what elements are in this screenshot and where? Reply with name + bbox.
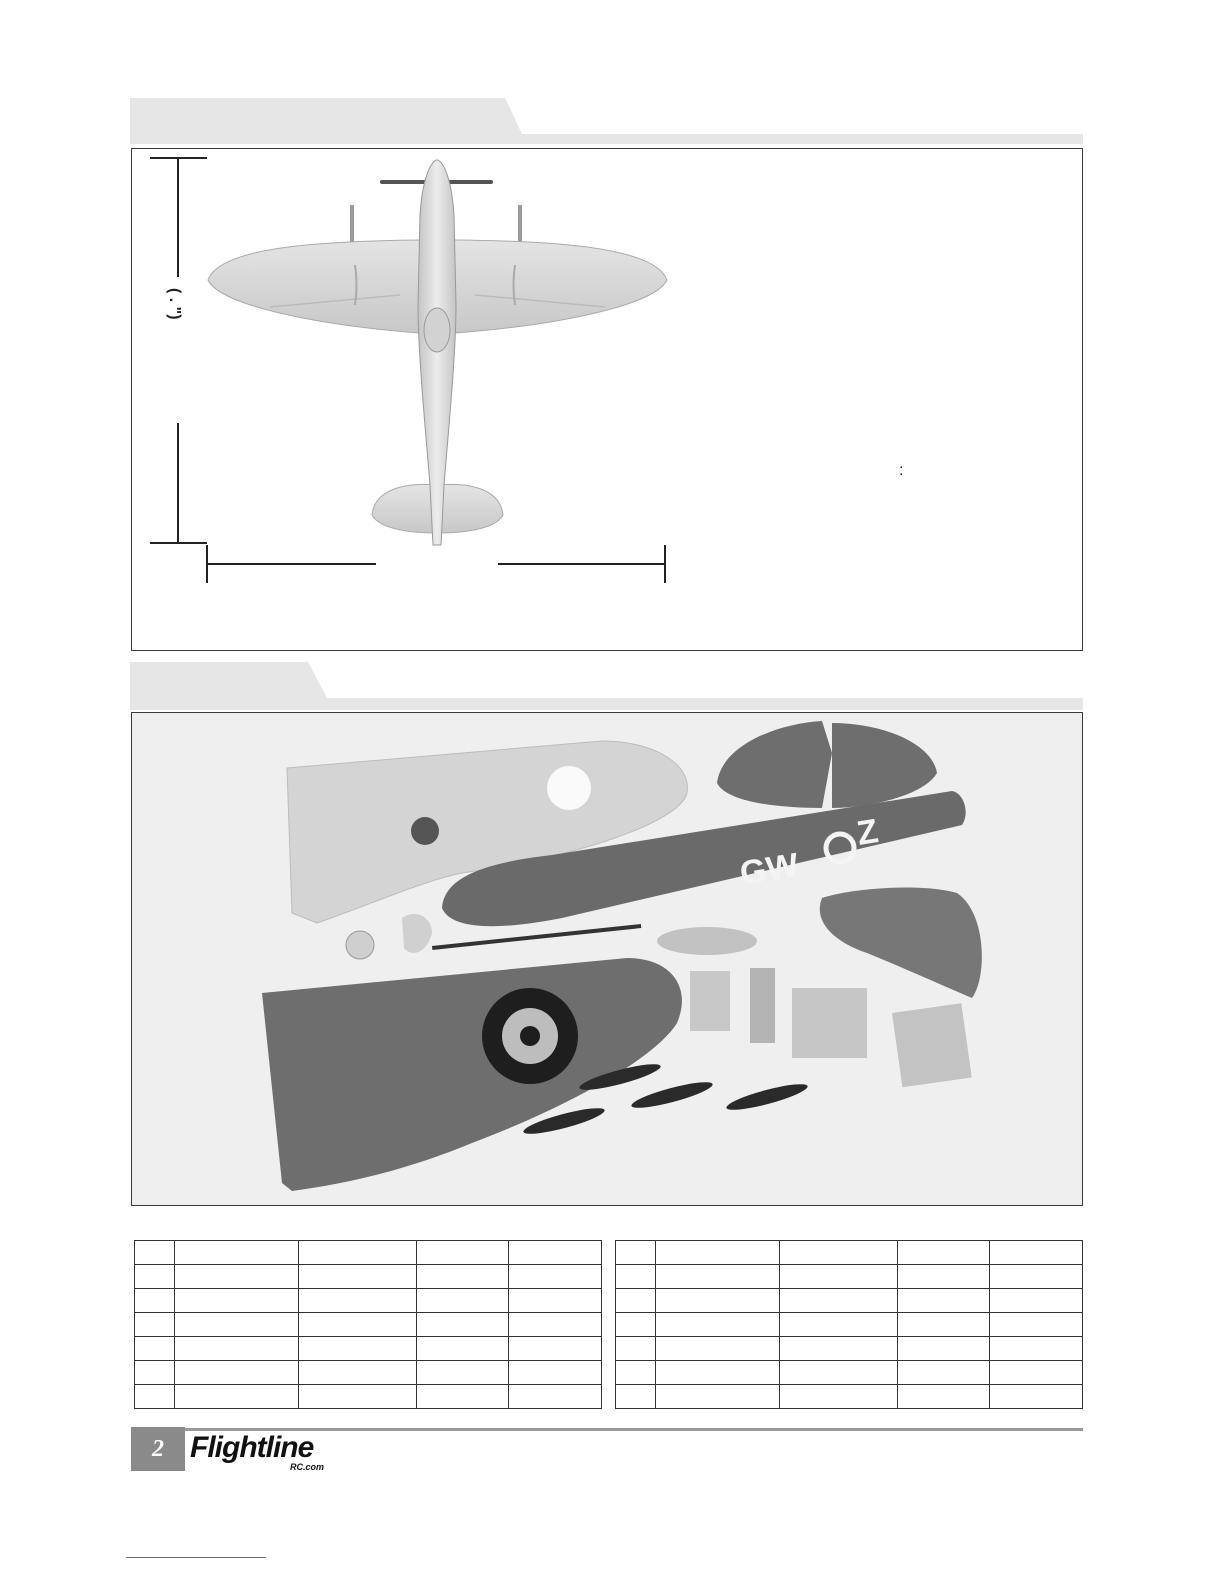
table-row: [616, 1385, 1083, 1409]
table-cell: [990, 1241, 1083, 1265]
footer-link-underline: [126, 1557, 266, 1558]
table-cell: [175, 1289, 299, 1313]
table-cell: [780, 1313, 898, 1337]
table-cell: [616, 1385, 656, 1409]
parts-table-right: [615, 1240, 1083, 1409]
table-cell: [509, 1361, 602, 1385]
table-row: [135, 1385, 602, 1409]
table-row: [135, 1289, 602, 1313]
table-cell: [417, 1385, 509, 1409]
table-cell: [135, 1265, 175, 1289]
footer-rule: [185, 1428, 1083, 1431]
table-cell: [898, 1361, 990, 1385]
table-cell: [509, 1385, 602, 1409]
table-cell: [990, 1337, 1083, 1361]
brand-logo-suffix: RC.com: [290, 1462, 325, 1472]
table-row: [616, 1361, 1083, 1385]
table-cell: [135, 1337, 175, 1361]
table-cell: [656, 1289, 780, 1313]
table-cell: [990, 1289, 1083, 1313]
table-cell: [616, 1337, 656, 1361]
table-row: [616, 1289, 1083, 1313]
table-cell: [299, 1241, 417, 1265]
table-cell: [509, 1265, 602, 1289]
table-cell: [509, 1241, 602, 1265]
table-cell: [175, 1313, 299, 1337]
length-dimension-line-lower: [177, 423, 179, 543]
table-cell: [509, 1313, 602, 1337]
table-cell: [135, 1385, 175, 1409]
table-cell: [616, 1361, 656, 1385]
table-cell: [417, 1265, 509, 1289]
table-row: [135, 1361, 602, 1385]
length-dimension-label-glyphs: [160, 278, 190, 348]
wingspan-right-tick: [664, 545, 666, 583]
table-cell: [417, 1241, 509, 1265]
table-cell: [417, 1289, 509, 1313]
table-cell: [299, 1289, 417, 1313]
fuselage-code-text-2: Z: [854, 812, 881, 853]
length-dimension-line-upper: [177, 157, 179, 277]
kit-contents-photo: [132, 713, 1082, 1205]
table-cell: [898, 1241, 990, 1265]
table-cell: [656, 1385, 780, 1409]
table-cell: [656, 1337, 780, 1361]
table-row: [616, 1241, 1083, 1265]
table-cell: [656, 1313, 780, 1337]
table-cell: [898, 1385, 990, 1409]
table-row: [616, 1313, 1083, 1337]
kit-contents-panel: [131, 712, 1083, 1206]
table-cell: [175, 1337, 299, 1361]
table-cell: [780, 1385, 898, 1409]
table-row: [135, 1265, 602, 1289]
table-cell: [175, 1265, 299, 1289]
page-number: 2: [131, 1427, 185, 1471]
table-cell: [135, 1289, 175, 1313]
table-row: [135, 1337, 602, 1361]
table-cell: [299, 1337, 417, 1361]
table-row: [616, 1265, 1083, 1289]
airplane-top-view-image: [200, 155, 675, 550]
table-row: [616, 1337, 1083, 1361]
table-cell: [898, 1289, 990, 1313]
table-cell: [656, 1361, 780, 1385]
table-cell: [417, 1361, 509, 1385]
table-cell: [898, 1337, 990, 1361]
spec-colon: :: [899, 462, 904, 479]
fuselage-code-text: GW: [737, 846, 802, 893]
table-cell: [175, 1241, 299, 1265]
table-cell: [135, 1313, 175, 1337]
table-cell: [780, 1241, 898, 1265]
table-cell: [780, 1289, 898, 1313]
table-cell: [509, 1337, 602, 1361]
table-cell: [175, 1385, 299, 1409]
length-dimension-bottom-tick: [150, 542, 207, 544]
table-cell: [898, 1313, 990, 1337]
table-cell: [299, 1313, 417, 1337]
table-cell: [898, 1265, 990, 1289]
table-cell: [616, 1289, 656, 1313]
table-cell: [990, 1361, 1083, 1385]
table-row: [135, 1241, 602, 1265]
table-cell: [135, 1241, 175, 1265]
table-cell: [175, 1361, 299, 1385]
table-cell: [616, 1265, 656, 1289]
table-cell: [780, 1361, 898, 1385]
table-cell: [990, 1313, 1083, 1337]
table-cell: [780, 1337, 898, 1361]
section-tab-shape-2: [130, 660, 1085, 712]
table-cell: [509, 1289, 602, 1313]
table-cell: [990, 1385, 1083, 1409]
table-cell: [299, 1385, 417, 1409]
table-cell: [656, 1265, 780, 1289]
wingspan-line-left: [206, 563, 376, 565]
table-cell: [417, 1313, 509, 1337]
table-cell: [135, 1361, 175, 1385]
parts-table-left: [134, 1240, 602, 1409]
table-cell: [990, 1265, 1083, 1289]
table-cell: [299, 1265, 417, 1289]
svg-text:( . "): ( . "): [166, 288, 183, 320]
wingspan-line-right: [498, 563, 666, 565]
table-cell: [656, 1241, 780, 1265]
table-cell: [780, 1265, 898, 1289]
table-row: [135, 1313, 602, 1337]
brand-logo: Flightline: [190, 1431, 314, 1464]
table-cell: [616, 1313, 656, 1337]
table-cell: [299, 1361, 417, 1385]
section-tab-shape: [130, 96, 1085, 146]
table-cell: [616, 1241, 656, 1265]
table-cell: [417, 1337, 509, 1361]
